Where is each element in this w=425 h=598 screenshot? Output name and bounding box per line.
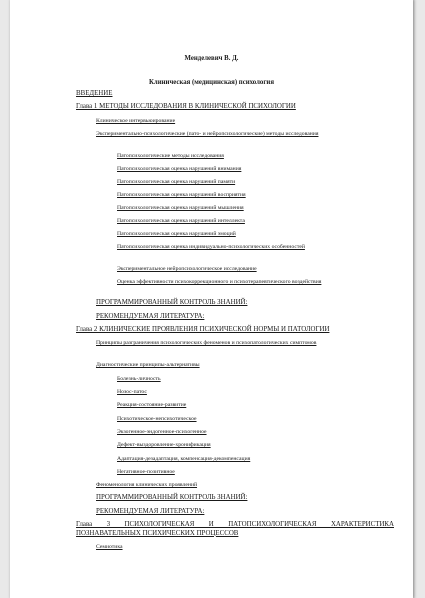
book-title: Клиническая (медицинская) психология <box>148 79 274 86</box>
toc-adaptation-link[interactable]: Адаптация-дезадаптация, компенсация-декомпенсация <box>117 456 251 462</box>
toc-memory-link[interactable]: Патопсихологическая оценка нарушений памяти <box>117 179 236 185</box>
toc-reaction-state-link[interactable]: Реакция-состояние-развитие <box>117 402 187 408</box>
toc-chapter-2-link[interactable]: Глава 2 КЛИНИЧЕСКИЕ ПРОЯВЛЕНИЯ ПСИХИЧЕСКОЙ НОРМЫ И ПАТОЛОГИИ <box>76 326 330 333</box>
toc-emotions-link[interactable]: Патопсихологическая оценка нарушений эмоций <box>117 231 236 237</box>
toc-pathopsych-methods-link[interactable]: Патопсихологические методы исследования <box>117 153 224 159</box>
toc-individual-features-link[interactable]: Патопсихологическая оценка индивидуально-психологических особенностей <box>117 244 305 250</box>
toc-literature-2-link[interactable]: РЕКОМЕНДУЕМАЯ ЛИТЕРАТУРА: <box>96 508 205 515</box>
toc-neuropsych-study-link[interactable]: Экспериментальное нейропсихологическое исследование <box>117 266 257 272</box>
toc-exogenous-link[interactable]: Экзогенное-эндогенное-психогенное <box>117 429 207 435</box>
toc-semiotics-link[interactable]: Семиотика <box>96 544 123 550</box>
toc-attention-link[interactable]: Патопсихологическая оценка нарушений внимания <box>117 166 242 172</box>
toc-negative-positive-link[interactable]: Негативное-позитивное <box>117 469 175 475</box>
toc-principles-link[interactable]: Принципы разграничения психологических феноменов и психопатологических симптомов <box>96 340 317 346</box>
document-page <box>10 0 413 598</box>
toc-defect-recovery-link[interactable]: Дефект-выздоровление-хронификация <box>117 442 211 448</box>
toc-efficacy-link[interactable]: Оценка эффективности психокоррекционного и психотерапевтического воздействия <box>117 279 322 285</box>
author-name: Менделевич В. Д. <box>184 55 239 62</box>
toc-nosos-pathos-link[interactable]: Нозос-патос <box>117 389 147 395</box>
toc-thinking-link[interactable]: Патопсихологическая оценка нарушений мышления <box>117 205 244 211</box>
toc-chapter-3-link[interactable]: Глава 3 ПСИХОЛОГИЧЕСКАЯ И ПАТОПСИХОЛОГИЧЕСКАЯ ХАРАКТЕРИСТИКА ПОЗНАВАТЕЛЬНЫХ ПСИХИЧЕСКИХ ПРОЦЕССОВ <box>76 521 394 537</box>
toc-illness-personality-link[interactable]: Болезнь-личность <box>117 376 161 382</box>
toc-introduction-link[interactable]: ВВЕДЕНИЕ <box>76 90 113 97</box>
toc-knowledge-control-1-link[interactable]: ПРОГРАММИРОВАННЫЙ КОНТРОЛЬ ЗНАНИЙ: <box>96 299 248 306</box>
toc-clinical-interview-link[interactable]: Клиническое интервьюирование <box>96 118 176 124</box>
toc-experimental-methods-link[interactable]: Экспериментально-психологические (пато- и нейропсихологические) методы исследования <box>96 131 319 137</box>
toc-psychotic-link[interactable]: Психотическое-непсихотическое <box>117 416 197 422</box>
toc-intellect-link[interactable]: Патопсихологическая оценка нарушений интеллекта <box>117 218 245 224</box>
toc-diagnostic-principles-link[interactable]: Диагностические принципы-альтернативы <box>96 362 200 368</box>
toc-knowledge-control-2-link[interactable]: ПРОГРАММИРОВАННЫЙ КОНТРОЛЬ ЗНАНИЙ: <box>96 494 248 501</box>
toc-phenomenology-link[interactable]: Феноменология клинических проявлений <box>96 482 198 488</box>
toc-literature-1-link[interactable]: РЕКОМЕНДУЕМАЯ ЛИТЕРАТУРА: <box>96 313 205 320</box>
toc-perception-link[interactable]: Патопсихологическая оценка нарушений восприятия <box>117 192 246 198</box>
toc-chapter-1-link[interactable]: Глава 1 МЕТОДЫ ИССЛЕДОВАНИЯ В КЛИНИЧЕСКОЙ ПСИХОЛОГИИ <box>76 103 296 110</box>
